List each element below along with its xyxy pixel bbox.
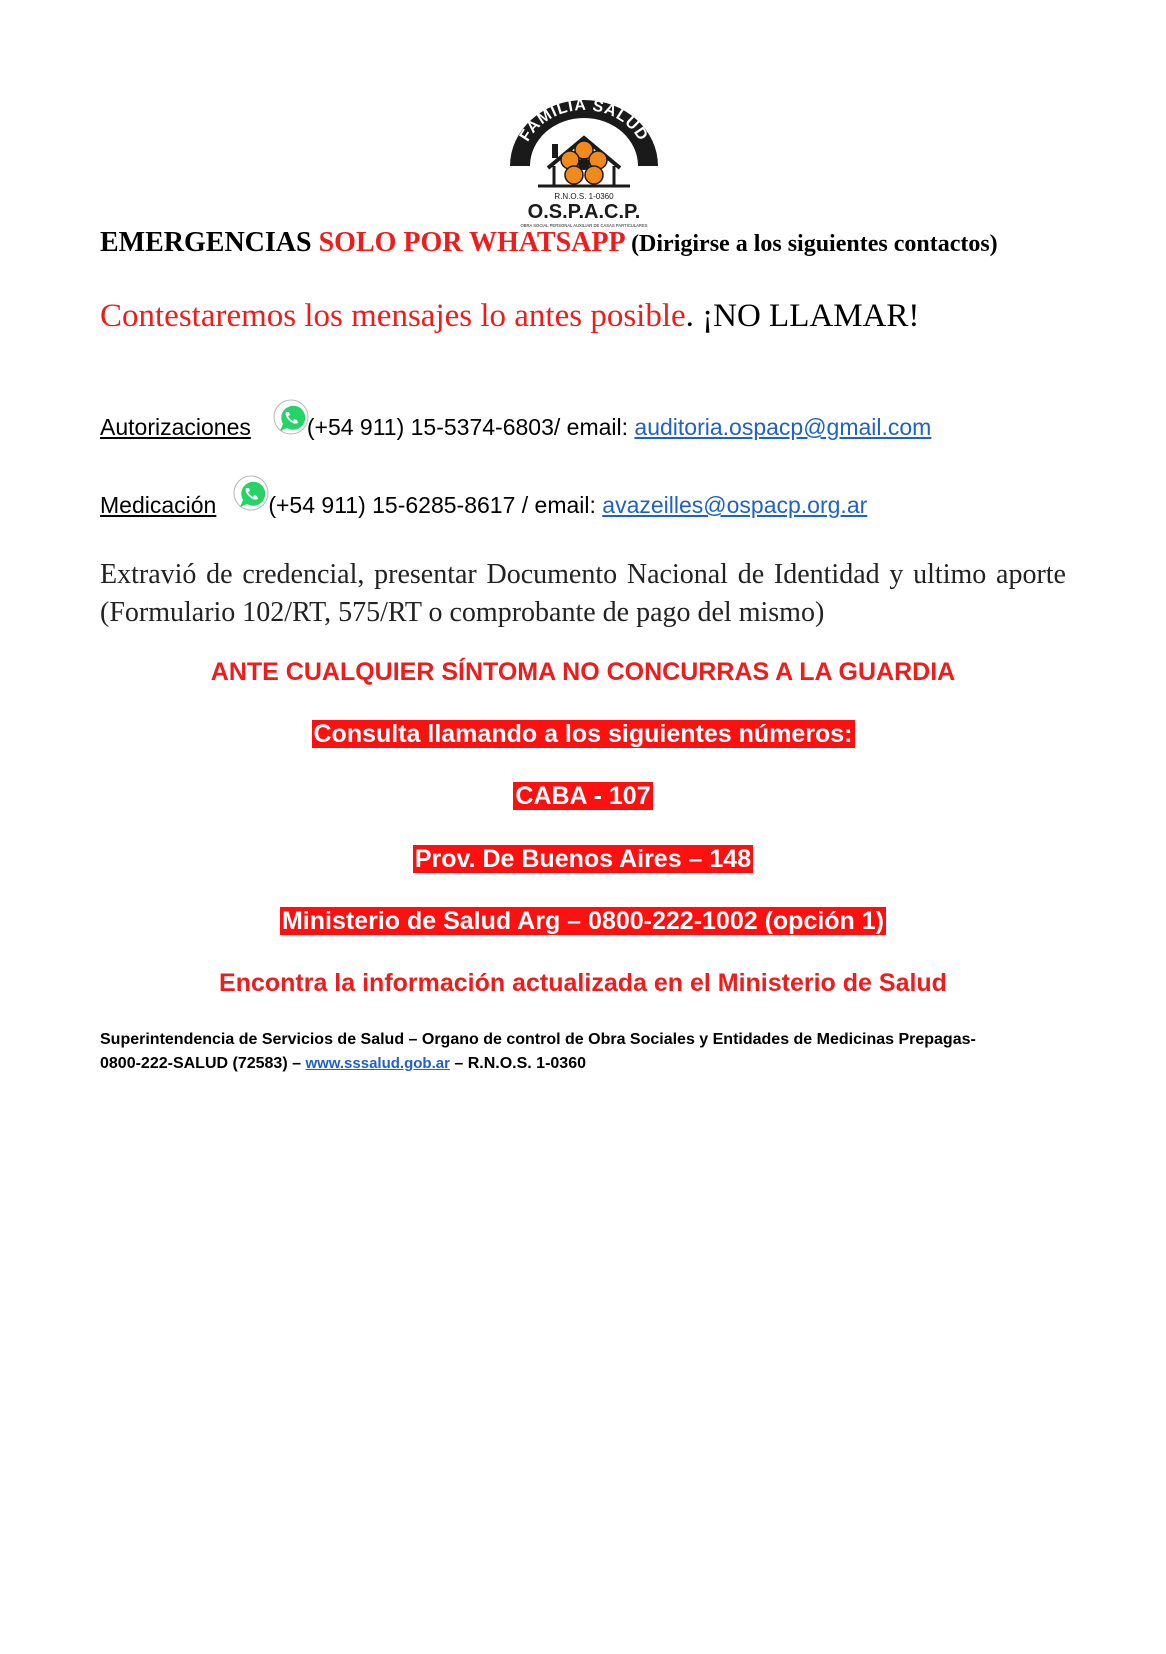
extravio-paragraph: Extravió de credencial, presentar Documento Nacional de Identidad y ultimo aporte (Formulario 102/RT, 575/RT o comprobante de pago del mismo) <box>100 559 1066 628</box>
contestaremos-line <box>100 297 1060 335</box>
ante-alert: ANTE CUALQUIER SÍNTOMA NO CONCURRAS A LA GUARDIA <box>210 658 956 686</box>
logo-rnos: R.N.O.S. 1-0360 <box>554 192 614 201</box>
no-llamar-text: . ¡NO LLAMAR! <box>685 298 920 334</box>
contact-autorizaciones <box>100 413 931 441</box>
sssalud-link[interactable]: www.sssalud.gob.ar <box>305 1055 450 1072</box>
caba-highlight: CABA - 107 <box>515 782 651 810</box>
footer-phone: 0800-222-SALUD (72583) – <box>100 1055 306 1072</box>
emergencias-word: EMERGENCIAS <box>100 227 312 258</box>
contact-label: Autorizaciones <box>100 414 251 440</box>
ospacp-logo <box>508 98 660 233</box>
consulta-highlight: Consulta llamando a los siguientes números: <box>313 720 853 748</box>
logo-graphic <box>508 98 660 233</box>
footer-rnos: – R.N.O.S. 1-0360 <box>449 1055 586 1072</box>
footer-line2 <box>100 1052 1060 1076</box>
caba-line <box>0 779 1166 813</box>
contact-label: Medicación <box>100 492 217 518</box>
footer-line1: Superintendencia de Servicios de Salud – Organo de control de Obra Sociales y Entidades de Medicinas Prepagas- <box>100 1031 976 1048</box>
contact-phone: (+54 911) 15-6285-8617 / email: <box>268 492 603 518</box>
logo-subtitle: OBRA SOCIAL PERSONAL AUXILIAR DE CASAS PARTICULARES <box>520 223 648 228</box>
ministerio-highlight: Ministerio de Salud Arg – 0800-222-1002 (opción 1) <box>281 907 885 935</box>
contact-phone: (+54 911) 15-5374-6803/ email: <box>306 414 635 440</box>
solo-whatsapp: SOLO POR WHATSAPP <box>318 227 625 258</box>
whatsapp-icon[interactable] <box>271 398 311 438</box>
dirigirse-text: (Dirigirse a los siguientes contactos) <box>631 231 998 257</box>
svg-text:FAMILIA SALUD: FAMILIA SALUD <box>516 98 652 145</box>
prov-line <box>0 842 1166 876</box>
ministerio-line <box>0 904 1166 938</box>
flower-icon <box>561 141 607 184</box>
consulta-line <box>0 717 1166 751</box>
footer-text <box>100 1028 1060 1076</box>
encontra-line: Encontra la información actualizada en el Ministerio de Salud <box>219 969 947 997</box>
logo-acronym: O.S.P.A.C.P. <box>527 201 641 223</box>
prov-highlight: Prov. De Buenos Aires – 148 <box>414 845 752 873</box>
email-link-auditoria[interactable]: auditoria.ospacp@gmail.com <box>634 414 932 440</box>
whatsapp-icon[interactable] <box>231 474 271 514</box>
contact-medicacion <box>100 491 867 519</box>
emergencias-heading <box>100 228 1060 259</box>
contestaremos-text: Contestaremos los mensajes lo antes posible <box>100 298 686 334</box>
email-link-avazeilles[interactable]: avazeilles@ospacp.org.ar <box>602 492 868 518</box>
